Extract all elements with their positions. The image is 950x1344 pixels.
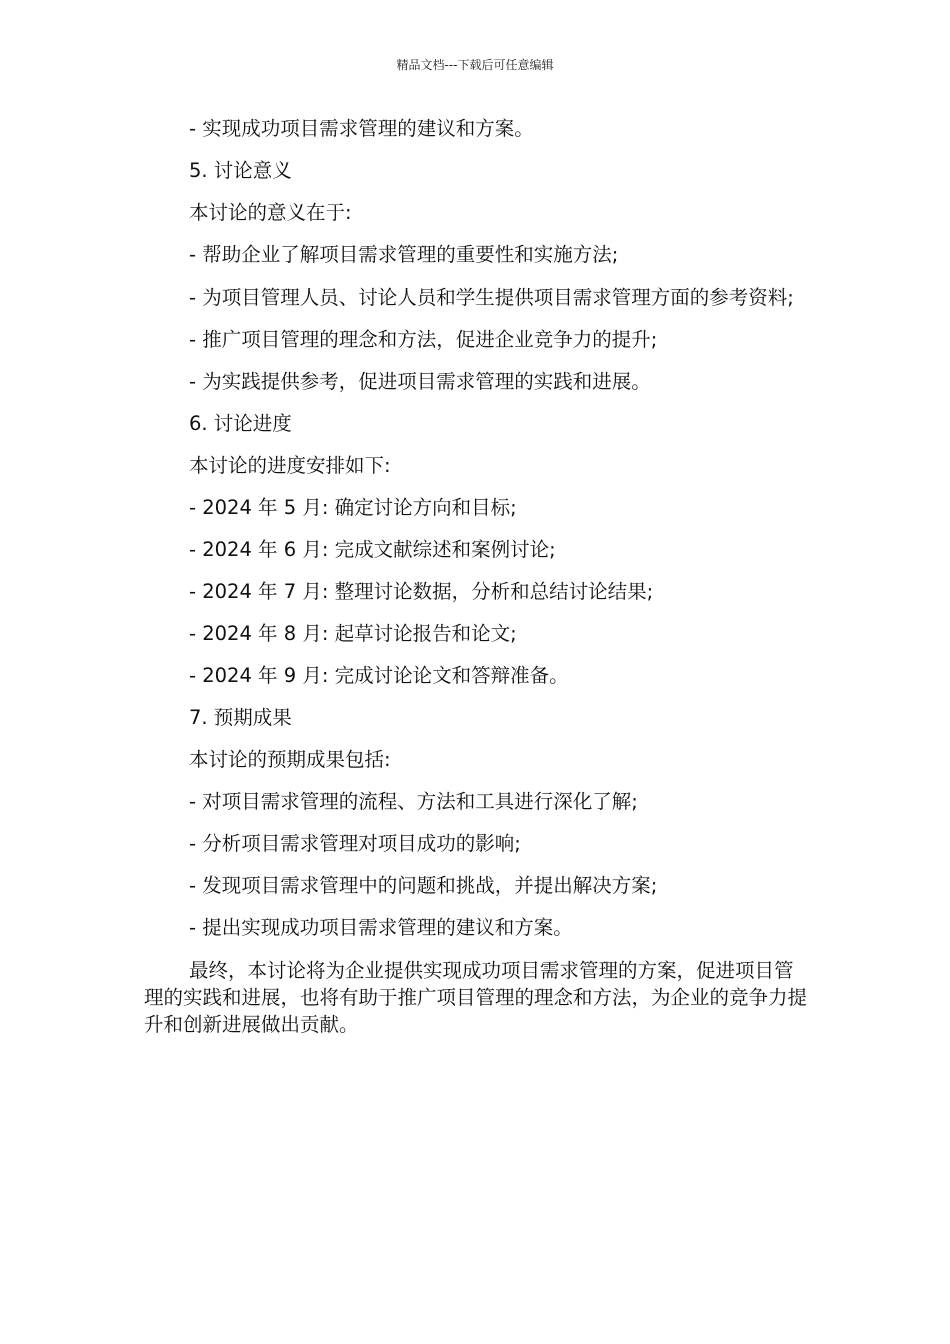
- schedule-item: - 2024 年 6 月: 完成文献综述和案例讨论;: [189, 538, 556, 561]
- paragraph-list-item: - 实现成功项目需求管理的建议和方案。: [189, 117, 534, 140]
- paragraph-intro: 本讨论的意义在于:: [189, 201, 352, 224]
- conclusion-paragraph: 最终，本讨论将为企业提供实现成功项目需求管理的方案，促进项目管理的实践和进展，也将有助于推广项目管理的理念和方法，为企业的竞争力提升和创新进展做出贡献。: [144, 959, 808, 1036]
- schedule-item: - 2024 年 8 月: 起草讨论报告和论文;: [189, 622, 517, 645]
- section-heading: 6. 讨论进度: [189, 412, 292, 435]
- paragraph-list-item: - 为实践提供参考，促进项目需求管理的实践和进展。: [189, 370, 651, 393]
- schedule-item: - 2024 年 5 月: 确定讨论方向和目标;: [189, 496, 517, 519]
- paragraph-list-item: - 为项目管理人员、讨论人员和学生提供项目需求管理方面的参考资料;: [189, 286, 794, 309]
- schedule-item: - 2024 年 7 月: 整理讨论数据，分析和总结讨论结果;: [189, 580, 654, 603]
- paragraph-list-item: - 推广项目管理的理念和方法，促进企业竞争力的提升;: [189, 328, 658, 351]
- paragraph-list-item: - 提出实现成功项目需求管理的建议和方案。: [189, 916, 573, 939]
- paragraph-intro: 本讨论的进度安排如下:: [189, 454, 391, 477]
- paragraph-list-item: - 发现项目需求管理中的问题和挑战，并提出解决方案;: [189, 874, 658, 897]
- paragraph-list-item: - 对项目需求管理的流程、方法和工具进行深化了解;: [189, 790, 638, 813]
- section-heading: 5. 讨论意义: [189, 159, 292, 182]
- paragraph-list-item: - 分析项目需求管理对项目成功的影响;: [189, 832, 521, 855]
- section-heading: 7. 预期成果: [189, 706, 292, 729]
- document-body: [144, 116, 808, 1054]
- schedule-item: - 2024 年 9 月: 完成讨论论文和答辩准备。: [189, 664, 569, 687]
- page-header: 精品文档---下载后可任意编辑: [396, 58, 554, 72]
- paragraph-list-item: - 帮助企业了解项目需求管理的重要性和实施方法;: [189, 243, 619, 266]
- paragraph-intro: 本讨论的预期成果包括:: [189, 748, 391, 771]
